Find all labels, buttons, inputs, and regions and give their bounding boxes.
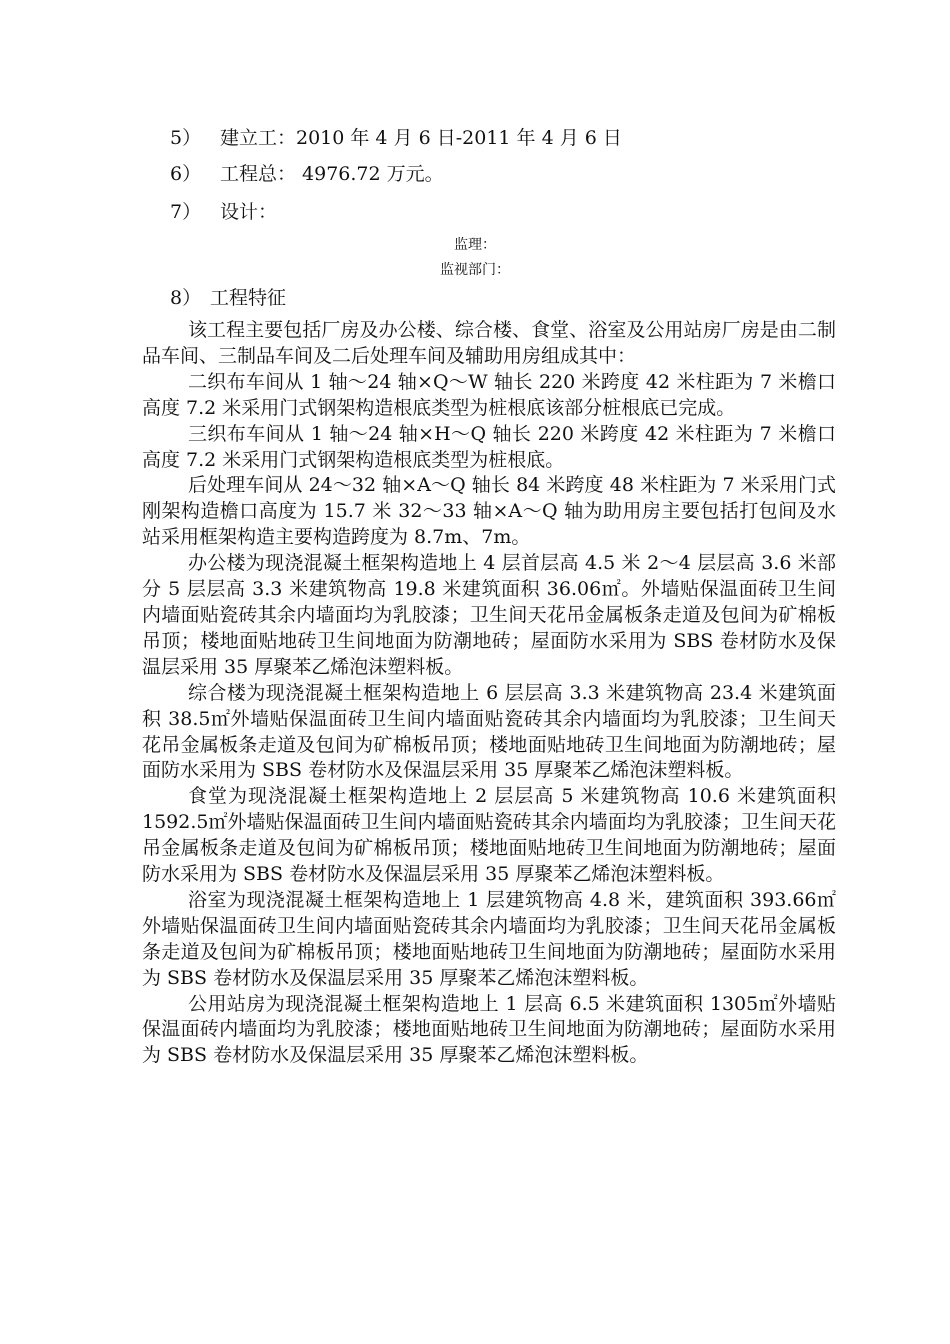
paragraph-office: 办公楼为现浇混凝土框架构造地上 4 层首层高 4.5 米 2～4 层层高 3.6 米部分 5 层层高 3.3 米建筑物高 19.8 米建筑面积 36.06㎡。外墙贴保温面砖卫生间内墙面贴瓷砖其余内墙面均为乳胶漆；卫生间天花吊金属板条走道及包间为矿棉板吊顶；楼地面贴地砖卫生间地面为防潮地砖；屋面防水采用为 SBS 卷材防水及保温层采用 35 厚聚苯乙烯泡沫塑料板。 — [142, 552, 836, 678]
item-6 — [170, 162, 444, 186]
monitoring-dept-label: 监视部门： — [440, 262, 510, 278]
paragraph-complex: 综合楼为现浇混凝土框架构造地上 6 层层高 3.3 米建筑物高 23.4 米建筑面积 38.5㎡外墙贴保温面砖卫生间内墙面贴瓷砖其余内墙面均为乳胶漆；卫生间天花吊金属板条走道及包间为矿棉板吊顶；楼地面贴地砖卫生间地面为防潮地砖；屋面防水采用为 SBS 卷材防水及保温层采用 35 厚聚苯乙烯泡沫塑料板。 — [142, 681, 836, 782]
paragraph-utility-station: 公用站房为现浇混凝土框架构造地上 1 层高 6.5 米建筑面积 1305㎡外墙贴保温面砖内墙面均为乳胶漆；楼地面贴地砖卫生间地面为防潮地砖；屋面防水采用为 SBS 卷材防水及保温层采用 35 厚聚苯乙烯泡沫塑料板。 — [142, 992, 836, 1067]
item-7 — [170, 200, 277, 224]
item-number: 6） — [170, 163, 202, 185]
section-title: 工程特征 — [210, 287, 287, 309]
item-number: 5） — [170, 127, 202, 149]
supervision-label: 监理： — [454, 237, 496, 253]
item-number: 7） — [170, 201, 202, 223]
paragraph-canteen: 食堂为现浇混凝土框架构造地上 2 层层高 5 米建筑物高 10.6 米建筑面积 1592.5㎡外墙贴保温面砖卫生间内墙面贴瓷砖其余内墙面均为乳胶漆；卫生间天花吊金属板条走道及包间为矿棉板吊顶；楼地面贴地砖卫生间地面为防潮地砖；屋面防水采用为 SBS 卷材防水及保温层采用 35 厚聚苯乙烯泡沫塑料板。 — [142, 785, 836, 886]
paragraph-weaving-3: 三织布车间从 1 轴～24 轴×H～Q 轴长 220 米跨度 42 米柱距为 7 米檐口高度 7.2 米采用门式钢架构造根底类型为桩根底。 — [142, 422, 836, 471]
item-text: 工程总： 4976.72 万元。 — [220, 163, 444, 185]
section-number: 8） — [170, 287, 202, 309]
paragraph-bathhouse: 浴室为现浇混凝土框架构造地上 1 层建筑物高 4.8 米，建筑面积 393.66㎡外墙贴保温面砖卫生间内墙面贴瓷砖其余内墙面均为乳胶漆；卫生间天花吊金属板条走道及包间为矿棉板吊顶；楼地面贴地砖卫生间地面为防潮地砖；屋面防水采用为 SBS 卷材防水及保温层采用 35 厚聚苯乙烯泡沫塑料板。 — [142, 888, 836, 989]
body-text — [142, 318, 836, 1069]
paragraph-weaving-2: 二织布车间从 1 轴～24 轴×Q～W 轴长 220 米跨度 42 米柱距为 7 米檐口高度 7.2 米采用门式钢架构造根底类型为桩根底该部分桩根底已完成。 — [142, 370, 836, 419]
item-5 — [170, 126, 622, 150]
paragraph-overview: 该工程主要包括厂房及办公楼、综合楼、食堂、浴室及公用站房厂房是由二制品车间、三制品车间及二后处理车间及辅助用房组成其中： — [142, 319, 836, 367]
section-heading — [170, 286, 286, 310]
item-text: 设计： — [220, 201, 278, 223]
paragraph-post-processing: 后处理车间从 24～32 轴×A～Q 轴长 84 米跨度 48 米柱距为 7 米采用门式刚架构造檐口高度为 15.7 米 32～33 轴×A～Q 轴为助用房主要包括打包间及水站采用框架构造主要构造跨度为 8.7m、7m。 — [142, 474, 836, 549]
item-text: 建立工：2010 年 4 月 6 日-2011 年 4 月 6 日 — [220, 127, 622, 149]
